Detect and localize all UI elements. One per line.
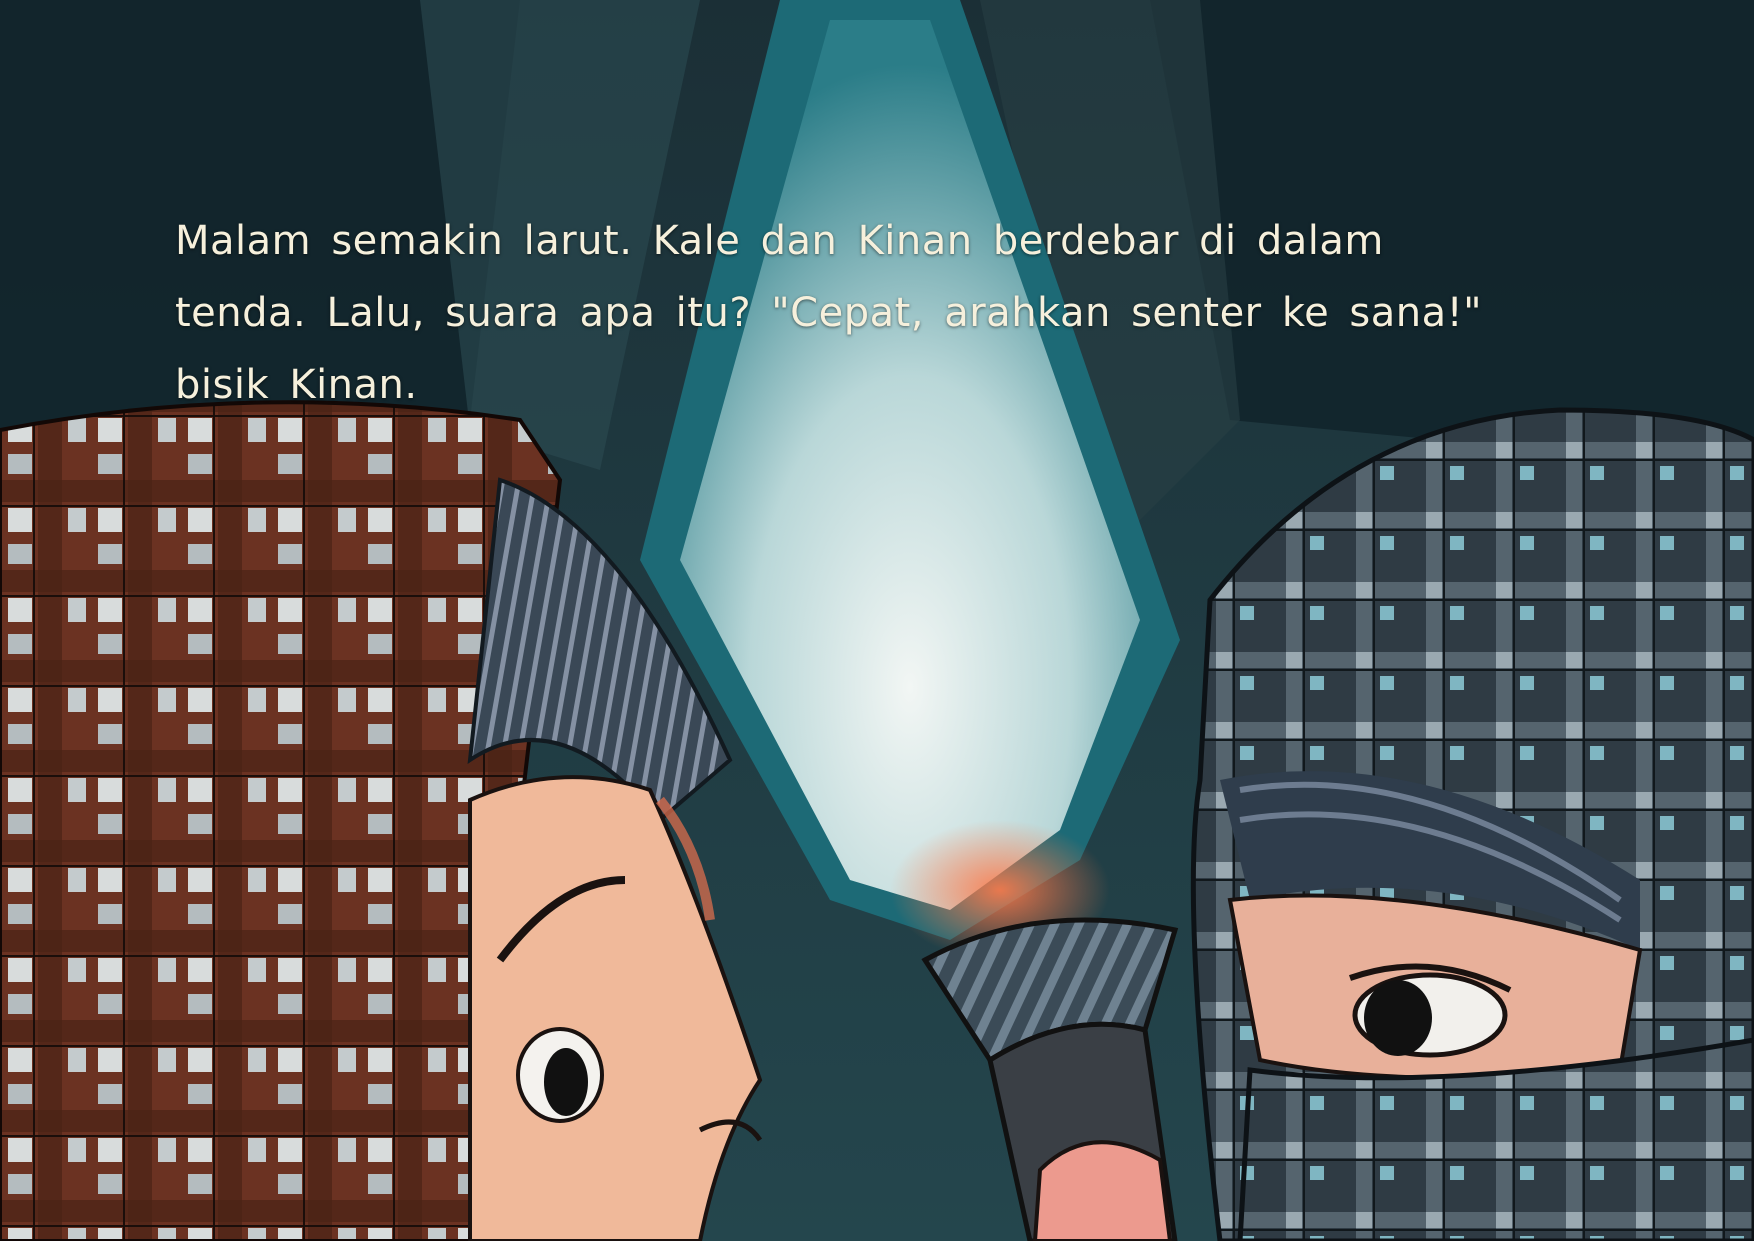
story-text: Malam semakin larut. Kale dan Kinan berdebar di dalam tenda. Lalu, suara apa itu? "Cepat, arahkan senter ke sana!" bisik Kinan. [175,218,1483,408]
